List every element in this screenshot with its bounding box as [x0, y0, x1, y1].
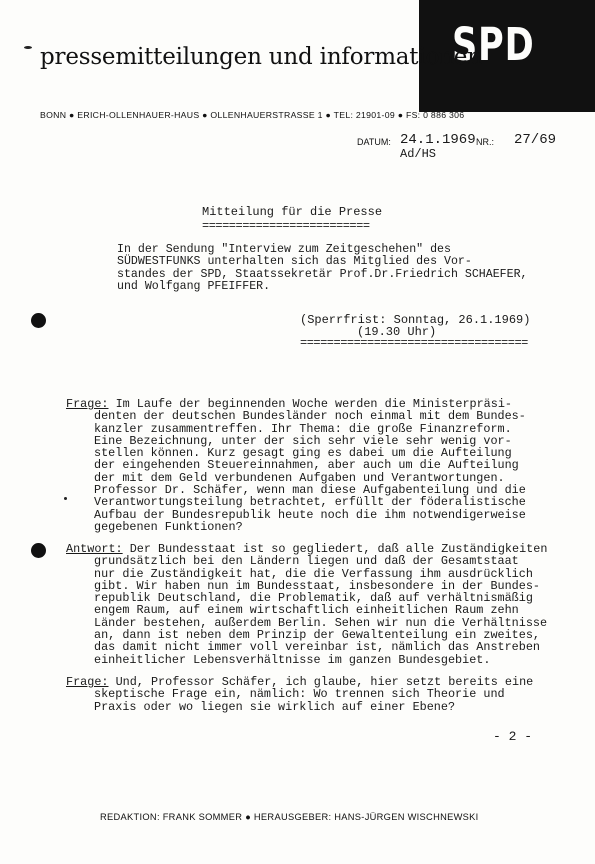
datum-label: DATUM:	[357, 137, 391, 147]
spd-logo: SPD	[452, 18, 535, 71]
answer-paragraph	[66, 543, 547, 666]
datum-value: 24.1.1969	[400, 132, 476, 148]
question-paragraph	[66, 398, 526, 533]
paragraph-first-line: Im Laufe der beginnenden Woche werden die Ministerpräsi-	[108, 397, 513, 411]
paragraph-first-line: Und, Professor Schäfer, ich glaube, hier setzt bereits eine	[108, 675, 534, 689]
scan-speck	[24, 46, 32, 49]
document-heading: Mitteilung für die Presse	[202, 205, 383, 219]
speaker-label: Frage:	[66, 675, 109, 689]
paragraph-body: skeptische Frage ein, nämlich: Wo trennen sich Theorie und Praxis oder wo liegen sie wirklich auf einer Ebene?	[94, 687, 505, 714]
question-paragraph	[66, 676, 533, 713]
punch-hole-icon	[31, 313, 46, 328]
nr-value: 27/69	[514, 132, 557, 148]
paragraph-first-line: Der Bundesstaat ist so gegliedert, daß alle Zuständigkeiten	[122, 542, 548, 556]
nr-label: NR.:	[476, 137, 494, 147]
intro-paragraph: In der Sendung "Interview zum Zeitgeschehen" des SÜDWESTFUNKS unterhalten sich das Mitglied des Vor- standes der SPD, Staatssekretär Prof.Dr.Friedrich SCHAEFER, und Wolfgang PFEIFFER.	[117, 243, 528, 294]
paragraph-body: grundsätzlich bei den Ländern liegen und daß der Gesamtstaat nur die Zuständigkeit hat, die die Verfassung ihm ausdrücklich gibt. Wir haben nun im Bundesstaat, insbesondere in der Bundes- republik Deutschland, die Problematik, daß auf verhältnismäßig engem Raum, auf einem wirtschaftlich einheitlichen Raum zehn Länder bestehen, außerdem Berlin. Sehen wir nun die Verhältnisse an, dann ist neben dem Prinzip der Gewaltenteilung ein zweites, das damit nicht immer voll vereinbar ist, nämlich das Anstreben einheitlicher Lebensverhältnisse im ganzen Bundesgebiet.	[94, 554, 548, 667]
speaker-label: Frage:	[66, 397, 109, 411]
scan-speck	[64, 497, 67, 500]
page-number: - 2 -	[493, 729, 533, 744]
paragraph-body: denten der deutschen Bundesländer noch einmal mit dem Bundes- kanzler zusammentreffen. Ihr Thema: die große Finanzreform. Eine Bezeichnung, unter der sich sehr viele sehr wenig vor- stellen können. Kurz gesagt ging es dabei um die Aufteilung der eingehenden Steuereinnahmen, aber auch um die Aufteilung der mit dem Geld verbundenen Aufgaben und Verantwortungen. Professor Dr. Schäfer, wenn man diese Aufgabenteilung und die Verantwortungsteilung betrachtet, erfüllt der föderalistische Aufbau der Bundesrepublik heute noch die ihm notwendigerweise gegebenen Funktionen?	[94, 409, 526, 534]
embargo-line-1: (Sperrfrist: Sonntag, 26.1.1969)	[300, 313, 531, 327]
embargo-underline: ==================================	[300, 336, 528, 350]
heading-underline: =========================	[202, 219, 370, 233]
embargo-line-2: (19.30 Uhr)	[357, 325, 437, 339]
letterhead-address: BONN ● ERICH-OLLENHAUER-HAUS ● OLLENHAUERSTRASSE 1 ● TEL: 21901-09 ● FS: 0 886 306	[40, 110, 465, 120]
speaker-label: Antwort:	[66, 542, 123, 556]
reference-initials: Ad/HS	[400, 147, 437, 161]
punch-hole-icon	[31, 543, 46, 558]
letterhead-footer: REDAKTION: FRANK SOMMER ● HERAUSGEBER: HANS-JÜRGEN WISCHNEWSKI	[100, 812, 479, 822]
letterhead-title: pressemitteilungen und informationen	[40, 44, 482, 70]
